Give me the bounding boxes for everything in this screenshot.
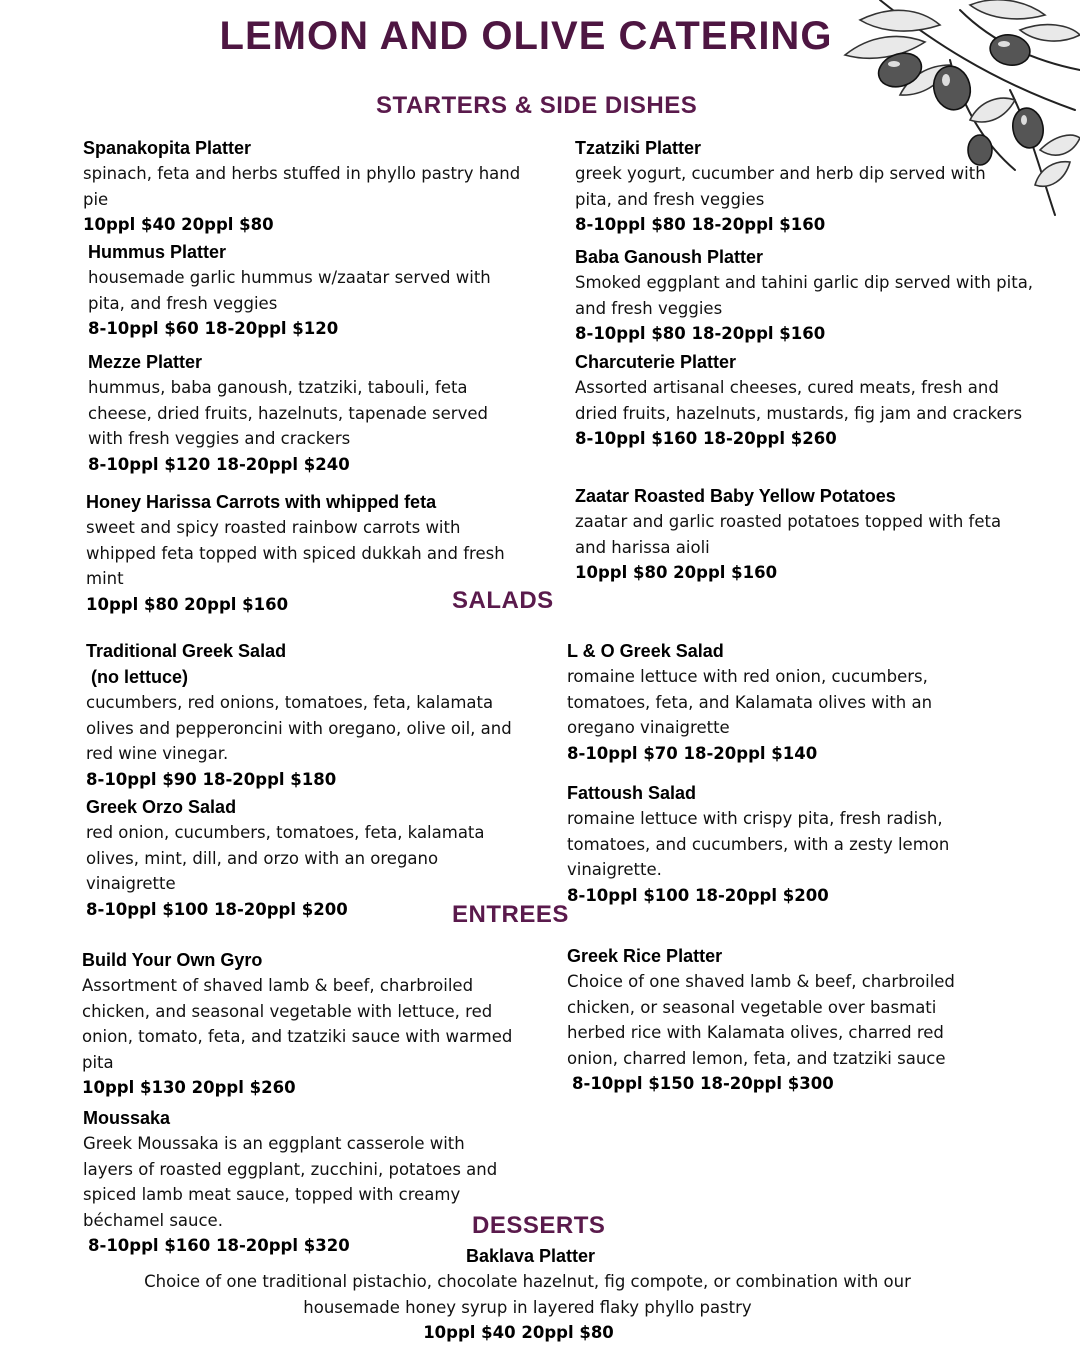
item-name-note: (no lettuce) — [86, 667, 188, 687]
item-price: 8-10ppl $80 18-20ppl $160 — [575, 215, 826, 235]
item-price: 8-10ppl $100 18-20ppl $200 — [86, 899, 348, 919]
item-name: L & O Greek Salad — [567, 641, 724, 661]
menu-item-spanakopita — [83, 135, 523, 238]
item-name: Moussaka — [83, 1108, 171, 1128]
item-description: romaine lettuce with crispy pita, fresh radish, tomatoes, and cucumbers, with a zesty lemon vinaigrette. — [567, 809, 950, 880]
item-description: greek yogurt, cucumber and herb dip served with pita, and fresh veggies — [575, 164, 986, 209]
menu-item-mezze — [88, 349, 528, 478]
item-description: Greek Moussaka is an eggplant casserole with layers of roasted eggplant, zucchini, potatoes and spiced lamb meat sauce, topped with creamy béchamel sauce. — [83, 1134, 498, 1230]
item-description: Choice of one shaved lamb & beef, charbroiled chicken, or seasonal vegetable over basmati herbed rice with Kalamata olives, charred red onion, charred lemon, feta, and tzatziki sauce — [567, 972, 955, 1068]
item-name: Honey Harissa Carrots with whipped feta — [86, 492, 437, 512]
item-description: spinach, feta and herbs stuffed in phyllo pastry hand pie — [83, 164, 521, 209]
menu-item-honey-harissa-carrots — [86, 489, 506, 618]
item-description: Assortment of shaved lamb & beef, charbroiled chicken, and seasonal vegetable with lettuce, red onion, tomato, feta, and tzatziki sauce with warmed pita — [82, 976, 513, 1072]
menu-item-greek-orzo-salad — [86, 794, 506, 923]
item-price: 8-10ppl $80 18-20ppl $160 — [575, 324, 826, 344]
item-name: Greek Rice Platter — [567, 946, 723, 966]
item-price: 8-10ppl $160 18-20ppl $320 — [88, 1236, 350, 1256]
menu-item-greek-rice-platter — [567, 943, 997, 1097]
item-description: romaine lettuce with red onion, cucumbers, tomatoes, feta, and Kalamata olives with an oregano vinaigrette — [567, 667, 933, 738]
item-price: 10ppl $40 20ppl $80 — [83, 215, 274, 235]
item-price: 8-10ppl $120 18-20ppl $240 — [88, 454, 350, 474]
item-name: Traditional Greek Salad — [86, 641, 287, 661]
item-description: red onion, cucumbers, tomatoes, feta, kalamata olives, mint, dill, and orzo with an oregano vinaigrette — [86, 823, 485, 894]
item-price: 10ppl $80 20ppl $160 — [575, 563, 778, 583]
item-description: hummus, baba ganoush, tzatziki, tabouli, feta cheese, dried fruits, hazelnuts, tapenade served with fresh veggies and crackers — [88, 378, 488, 449]
item-name: Baklava Platter — [465, 1246, 596, 1266]
menu-item-charcuterie — [575, 349, 1045, 452]
item-name: Hummus Platter — [88, 242, 227, 262]
item-name: Spanakopita Platter — [83, 138, 252, 158]
section-heading-desserts: DESSERTS — [472, 1212, 606, 1239]
item-description: housemade garlic hummus w/zaatar served with pita, and fresh veggies — [88, 268, 491, 313]
item-price: 8-10ppl $150 18-20ppl $300 — [572, 1074, 834, 1094]
section-heading-salads: SALADS — [452, 587, 554, 614]
item-price: 8-10ppl $90 18-20ppl $180 — [86, 769, 337, 789]
item-name: Build Your Own Gyro — [82, 950, 263, 970]
item-name: Zaatar Roasted Baby Yellow Potatoes — [575, 486, 896, 506]
item-price: 10ppl $40 20ppl $80 — [423, 1323, 614, 1343]
item-description: Assorted artisanal cheeses, cured meats, fresh and dried fruits, hazelnuts, mustards, fig jam and crackers — [575, 378, 1023, 423]
section-heading-entrees: ENTREES — [452, 901, 569, 928]
menu-item-build-your-own-gyro — [82, 947, 522, 1101]
item-name: Fattoush Salad — [567, 783, 697, 803]
item-name: Charcuterie Platter — [575, 352, 737, 372]
section-heading-starters: STARTERS & SIDE DISHES — [376, 92, 698, 119]
item-price: 8-10ppl $70 18-20ppl $140 — [567, 743, 818, 763]
menu-item-baklava-platter — [120, 1243, 935, 1346]
page-title: LEMON AND OLIVE CATERING — [219, 14, 833, 58]
item-name: Tzatziki Platter — [575, 138, 702, 158]
menu-item-traditional-greek-salad — [86, 638, 536, 793]
item-description: cucumbers, red onions, tomatoes, feta, kalamata olives and pepperoncini with oregano, olive oil, and red wine vinegar. — [86, 693, 512, 764]
item-description: Choice of one traditional pistachio, chocolate hazelnut, fig compote, or combination with our housemade honey syrup in layered flaky phyllo pastry — [144, 1272, 911, 1317]
menu-item-lo-greek-salad — [567, 638, 987, 767]
item-price: 8-10ppl $100 18-20ppl $200 — [567, 885, 829, 905]
item-name: Baba Ganoush Platter — [575, 247, 764, 267]
menu-item-hummus — [88, 239, 508, 342]
menu-item-zaatar-potatoes — [575, 483, 1015, 586]
menu-item-moussaka — [83, 1105, 513, 1259]
item-description: Smoked eggplant and tahini garlic dip served with pita, and fresh veggies — [575, 273, 1034, 318]
item-description: zaatar and garlic roasted potatoes topped with feta and harissa aioli — [575, 512, 1002, 557]
item-price: 10ppl $130 20ppl $260 — [82, 1078, 296, 1098]
item-price: 8-10ppl $60 18-20ppl $120 — [88, 319, 339, 339]
item-description: sweet and spicy roasted rainbow carrots with whipped feta topped with spiced dukkah and fresh mint — [86, 518, 505, 589]
menu-item-fattoush-salad — [567, 780, 997, 909]
menu-item-baba-ganoush — [575, 244, 1035, 347]
item-name: Mezze Platter — [88, 352, 203, 372]
item-price: 8-10ppl $160 18-20ppl $260 — [575, 429, 837, 449]
item-price: 10ppl $80 20ppl $160 — [86, 594, 289, 614]
menu-item-tzatziki — [575, 135, 995, 238]
item-name: Greek Orzo Salad — [86, 797, 237, 817]
